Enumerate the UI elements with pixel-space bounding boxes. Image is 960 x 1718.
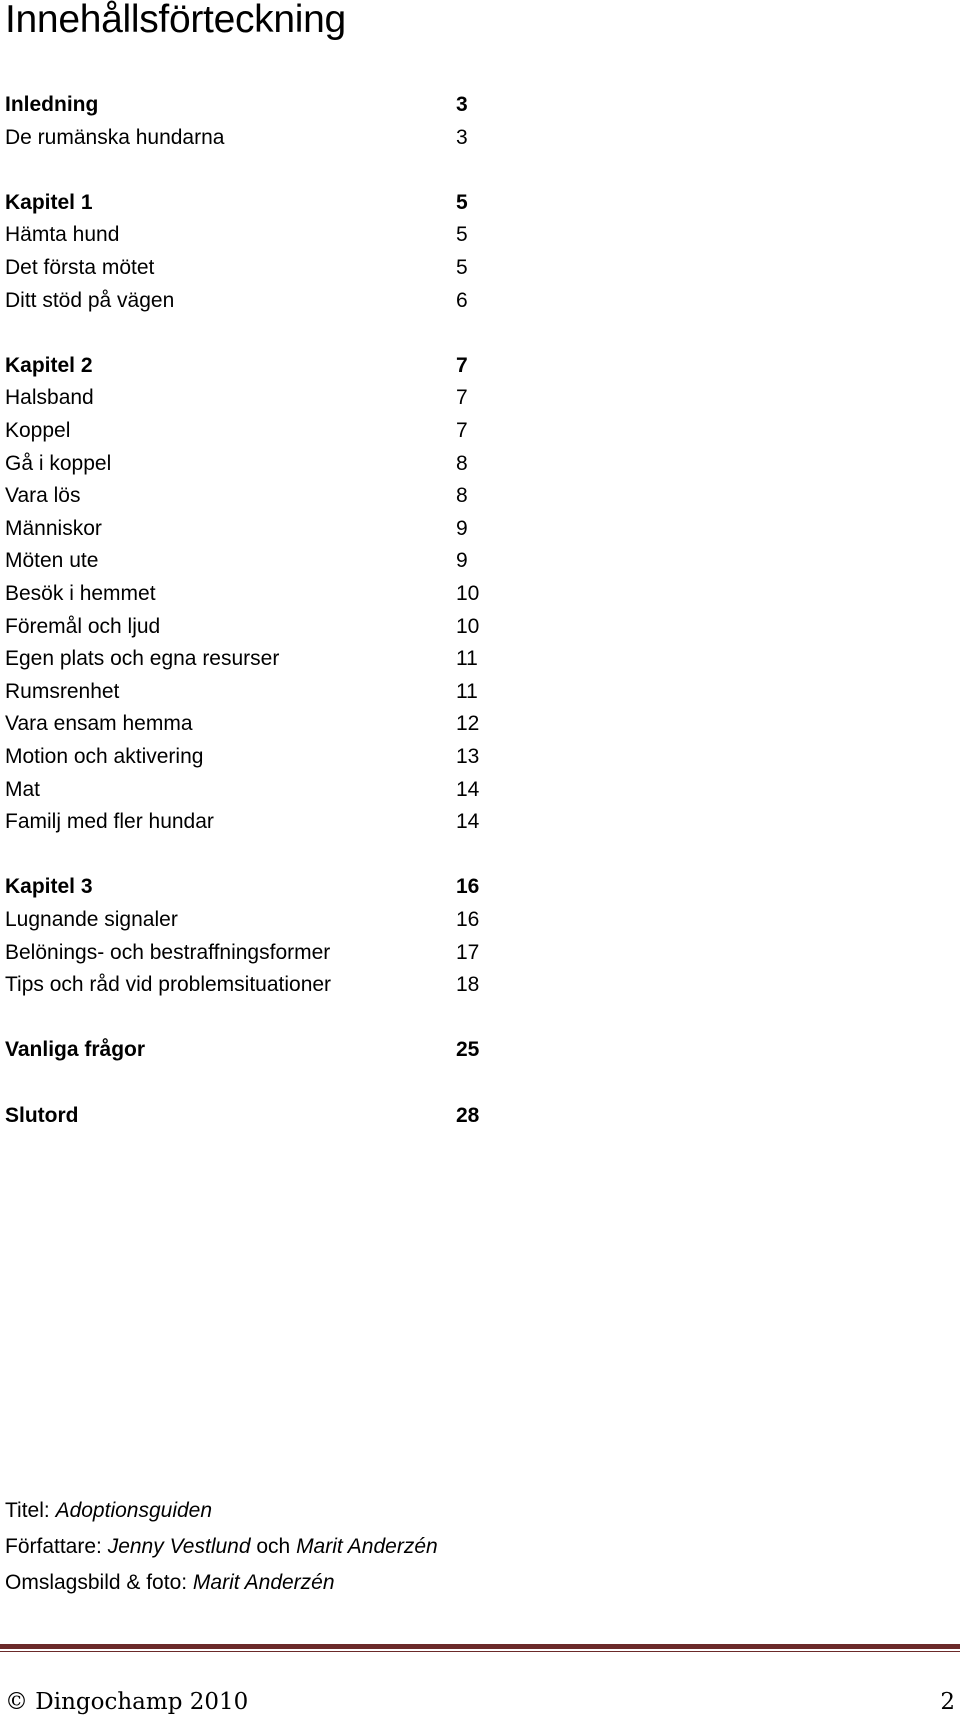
- toc-entry-label: Vara lös: [5, 484, 81, 508]
- toc-entry: [5, 220, 485, 250]
- toc-entry: [5, 970, 485, 1000]
- toc-entry: [5, 286, 485, 316]
- credits-photo-value: Marit Anderzén: [192, 1571, 335, 1594]
- toc-entry-label: Möten ute: [5, 549, 99, 573]
- toc-entry: [5, 677, 485, 707]
- toc-entry: [5, 938, 485, 968]
- toc-entry: [5, 514, 485, 544]
- toc-entry: [5, 579, 485, 609]
- toc-entry-label: Belönings- och bestraffningsformer: [5, 940, 331, 964]
- toc-entry-label: Lugnande signaler: [5, 908, 178, 931]
- toc-entry-label: Slutord: [5, 1103, 79, 1127]
- footer-copyright: © Dingochamp 2010: [5, 1689, 249, 1715]
- footer-page-number: 2: [940, 1689, 955, 1715]
- credits-title-prefix: Titel:: [5, 1499, 56, 1522]
- toc-entry: [5, 383, 485, 413]
- toc-entry-page-number: 16: [456, 908, 480, 931]
- page-title: Innehållsförteckning: [5, 0, 346, 41]
- credits-title-value: Adoptionsguiden: [55, 1499, 213, 1522]
- toc-entry-page-number: 12: [456, 712, 480, 736]
- toc-entry: [5, 253, 485, 283]
- toc-entry-label: De rumänska hundarna: [5, 125, 225, 149]
- toc-entry-page-number: 7: [456, 419, 468, 442]
- toc-entry-page-number: 11: [456, 647, 478, 671]
- toc-section-heading: [5, 1035, 485, 1065]
- toc-entry-label: Motion och aktivering: [5, 745, 204, 768]
- toc-entry-page-number: 5: [456, 256, 468, 279]
- credits-author-2: Marit Anderzén: [296, 1535, 438, 1558]
- footer-rule-thick: [0, 1644, 960, 1649]
- credits-photo-prefix: Omslagsbild & foto:: [5, 1571, 193, 1594]
- toc-entry-page-number: 9: [456, 549, 468, 573]
- credits-author-1: Jenny Vestlund: [107, 1535, 251, 1558]
- toc-entry-page-number: 7: [456, 353, 468, 377]
- toc-entry-page-number: 25: [456, 1038, 480, 1062]
- footer-rule-thin: [0, 1651, 960, 1652]
- toc-entry-page-number: 16: [456, 875, 480, 899]
- credits-authors-prefix: Författare:: [5, 1535, 108, 1558]
- toc-entry-label: Rumsrenhet: [5, 679, 120, 703]
- toc-entry-label: Kapitel 2: [5, 353, 93, 377]
- toc-entry-page-number: 14: [456, 777, 480, 801]
- toc-entry-page-number: 11: [456, 679, 478, 703]
- toc-entry-label: Besök i hemmet: [5, 582, 156, 605]
- toc-entry: [5, 481, 485, 511]
- toc-entry-page-number: 5: [456, 190, 468, 214]
- toc-entry-page-number: 14: [456, 810, 480, 834]
- toc-entry-page-number: 6: [456, 288, 468, 312]
- toc-entry: [5, 775, 485, 805]
- toc-entry-page-number: 7: [456, 386, 468, 410]
- toc-entry-label: Mat: [5, 777, 41, 801]
- credits-title-line: [5, 1493, 438, 1529]
- toc-entry-page-number: 8: [456, 484, 468, 508]
- toc-entry-page-number: 5: [456, 223, 468, 247]
- toc-entry: [5, 449, 485, 479]
- page-footer: [5, 1686, 955, 1718]
- toc-section-heading: [5, 1101, 485, 1131]
- toc-entry-page-number: 18: [456, 973, 480, 997]
- toc-entry-label: Vanliga frågor: [5, 1038, 146, 1062]
- credits-authors-join: och: [250, 1535, 297, 1558]
- credits-photo-line: [5, 1565, 438, 1601]
- toc-entry-page-number: 8: [456, 451, 468, 475]
- toc-entry-label: Det första mötet: [5, 256, 155, 279]
- credits: [5, 1493, 438, 1601]
- toc-section-heading: [5, 90, 485, 120]
- toc-entry-label: Gå i koppel: [5, 451, 112, 475]
- toc-entry-label: Inledning: [5, 93, 99, 116]
- toc-entry-page-number: 3: [456, 125, 468, 149]
- toc-entry-label: Egen plats och egna resurser: [5, 647, 280, 671]
- toc-entry-label: Familj med fler hundar: [5, 810, 214, 834]
- toc-entry: [5, 612, 485, 642]
- toc-entry: [5, 905, 485, 935]
- toc-entry: [5, 709, 485, 739]
- toc-entry-page-number: 13: [456, 745, 480, 768]
- toc-entry-page-number: 28: [456, 1103, 480, 1127]
- toc-entry-label: Vara ensam hemma: [5, 712, 193, 736]
- toc-entry-page-number: 10: [456, 614, 480, 638]
- toc-entry: [5, 807, 485, 837]
- toc-entry-label: Människor: [5, 516, 102, 540]
- toc-entry-page-number: 10: [456, 582, 480, 605]
- toc-section-heading: [5, 351, 485, 381]
- toc-entry: [5, 416, 485, 446]
- toc-entry-label: Hämta hund: [5, 223, 120, 247]
- toc-entry-label: Tips och råd vid problemsituationer: [5, 973, 332, 997]
- credits-authors-line: [5, 1529, 438, 1565]
- toc-entry-label: Ditt stöd på vägen: [5, 288, 175, 312]
- toc-entry: [5, 742, 485, 772]
- toc-entry: [5, 644, 485, 674]
- toc-entry-label: Koppel: [5, 419, 71, 442]
- toc-entry-label: Kapitel 1: [5, 190, 93, 214]
- toc-entry-label: Kapitel 3: [5, 875, 93, 899]
- toc-entry-label: Halsband: [5, 386, 94, 410]
- toc-entry-page-number: 17: [456, 940, 480, 964]
- toc-entry-label: Föremål och ljud: [5, 614, 161, 638]
- toc-entry-page-number: 9: [456, 516, 468, 540]
- toc-entry-page-number: 3: [456, 93, 468, 116]
- toc-section-heading: [5, 188, 485, 218]
- toc-entry: [5, 546, 485, 576]
- toc-entry: [5, 123, 485, 153]
- toc-section-heading: [5, 872, 485, 902]
